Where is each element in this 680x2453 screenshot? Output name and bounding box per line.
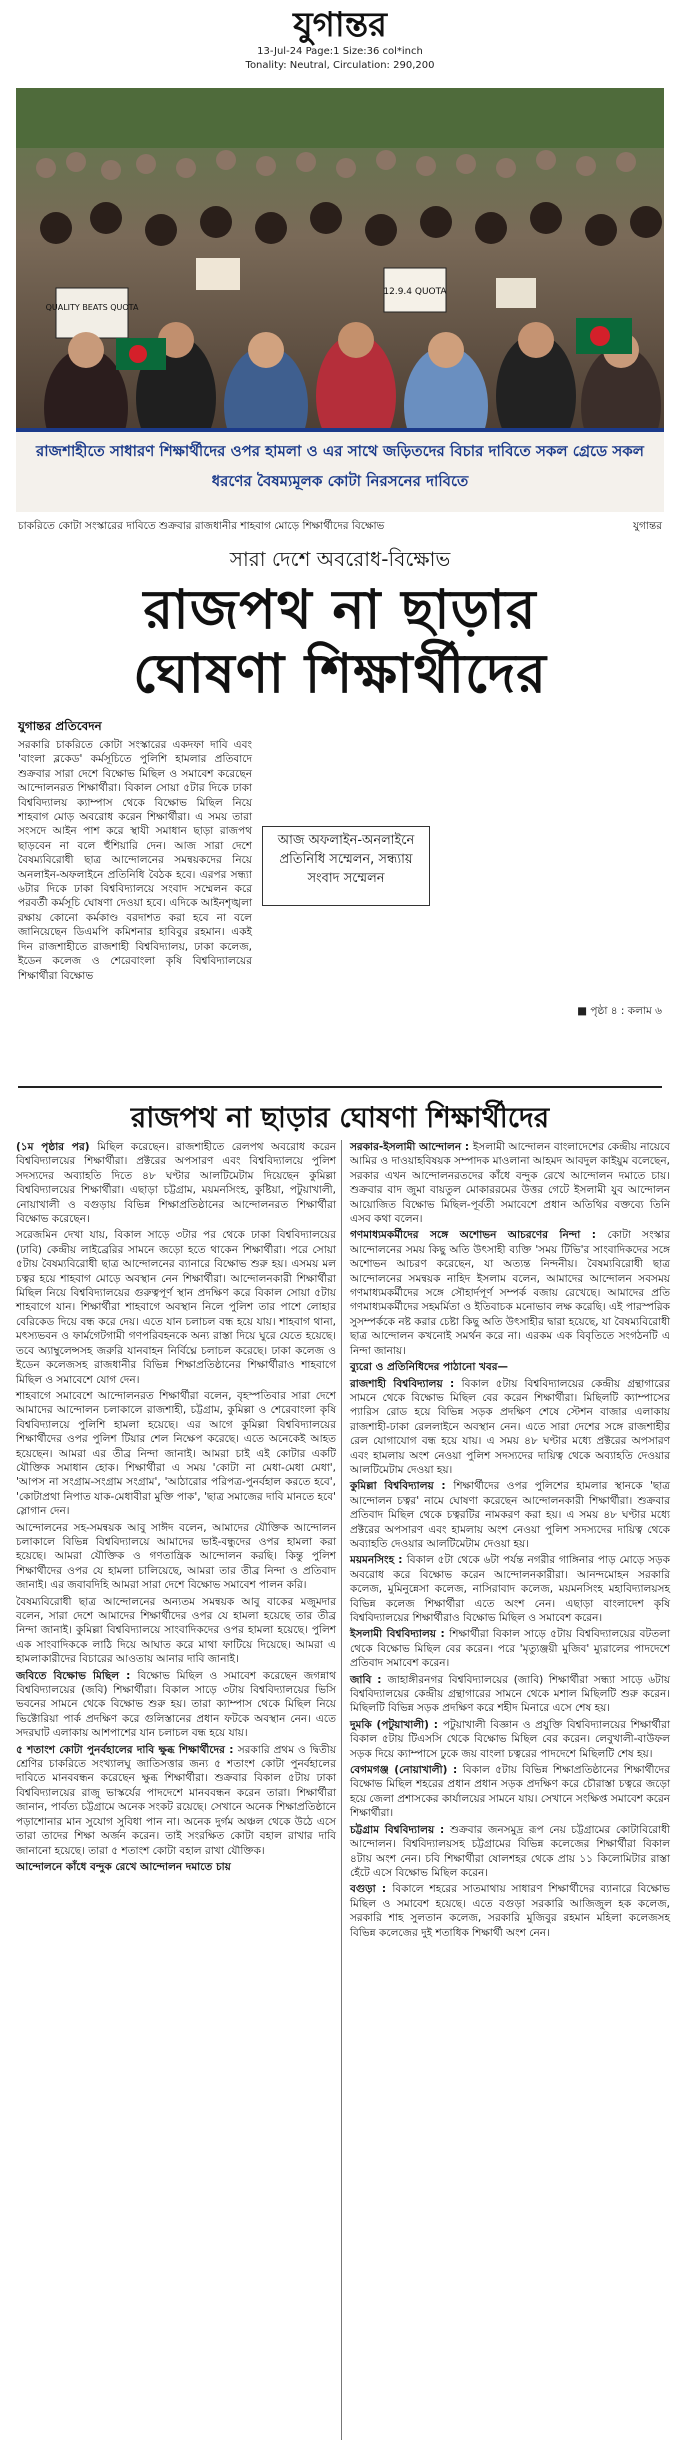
jump-text: শিক্ষার্থীদের ওপর পুলিশের হামলার স্থানকে 'ছাত্র আন্দোলন চত্বর' নামে ঘোষণা করেছেন আন্দোলনকারী শিক্ষার্থীরা। শুক্রবার প্রতিবাদ মিছিল থেকে চত্বরটির নামকরণ করা হয়। এ সময় ৪৮ ঘণ্টার মধ্যে প্রক্টরের অপসারণ এবং হামলায় অংশ নেওয়া পুলিশ সদস্যদের দায়িত্ব থেকে অব্যাহতি দেওয়ার আলটিমেটাম দেওয়া হয়। <box>350 1480 670 1550</box>
jump-paragraph <box>16 1228 336 1386</box>
photo-credit: যুগান্তর <box>633 520 662 532</box>
jump-paragraph <box>16 1743 336 1858</box>
jump-paragraph <box>16 1389 336 1519</box>
protest-photo <box>16 88 664 512</box>
flag-left <box>116 338 166 370</box>
section-divider <box>18 1086 662 1088</box>
jump-column-left <box>16 1140 336 2440</box>
jump-text: বৈষম্যবিরোধী ছাত্র আন্দোলনের অন্যতম সমন্বয়ক আবু বাকের মজুমদার বলেন, সারা দেশে আমাদের শিক্ষার্থীদের ওপর যে হামলা হয়েছে তার তীব্র নিন্দা জানাই। কুমিল্লা বিশ্ববিদ্যালয়ে সাংবাদিকদের ওপর হামলা হয়েছে। পুলিশ এক সাংবাদিককে লাঠি দিয়ে আঘাত করে মাথা ফাটিয়ে দিয়েছে। আমরা এ হামলাকারীদের বিচারের আওতায় আনার দাবি জানাই। <box>16 1595 336 1666</box>
lead-paragraph-continuation <box>18 910 662 998</box>
svg-text:QUALITY BEATS QUOTA: QUALITY BEATS QUOTA <box>45 303 139 312</box>
inset-line-3: সংবাদ সম্মেলন <box>307 871 385 886</box>
jump-subhead: গণমাধ্যমকর্মীদের সঙ্গে অশোভন আচরণের নিন্দা : <box>350 1229 608 1242</box>
placard-quality <box>46 288 139 338</box>
placard-quota <box>383 268 447 312</box>
inset-line-1: আজ অফলাইন-অনলাইনে <box>277 833 415 848</box>
jump-subhead: আন্দোলনে কাঁধে বন্দুক রেখে আন্দোলন দমাতে চায় <box>16 1860 231 1873</box>
jump-paragraph <box>16 1595 336 1667</box>
jump-subhead: দুমকি (পটুয়াখালী) : <box>350 1718 443 1731</box>
jump-paragraph <box>16 1140 336 1226</box>
byline: যুগান্তর প্রতিবেদন <box>18 719 102 733</box>
jump-text: বিকাল ৫টা থেকে ৬টা পর্যন্ত নগরীর গাঙ্গিনার পাড় মোড়ে সড়ক অবরোধ করে বিক্ষোভ করেন আন্দোলনকারীরা। আনন্দমোহন সরকারি কলেজ, মুমিনুন্নেসা কলেজ, নাসিরাবাদ কলেজ, ময়মনসিংহ মহাবিদ্যালয়সহ বিভিন্ন কলেজ শিক্ষার্থীরা এতে অংশ নেন। এছাড়া বাংলাদেশ কৃষি বিশ্ববিদ্যালয়ের শিক্ষার্থীরাও বিক্ষোভ মিছিল ও সমাবেশ করেন। <box>350 1554 670 1624</box>
jump-headline: রাজপথ না ছাড়ার ঘোষণা শিক্ষার্থীদের <box>130 1101 550 1134</box>
jump-text: বিক্ষোভ মিছিল ও সমাবেশ করেছেন জগন্নাথ বিশ্ববিদ্যালয়ের (জবি) শিক্ষার্থীরা। বিকাল সাড়ে ৩টায় বিশ্ববিদ্যালয়ের ভিসি ভবনের সামনে থেকে বিক্ষোভ শুরু হয়। তারা ক্যাম্পাস থেকে মিছিল নিয়ে ভিক্টোরিয়া পার্ক প্রদক্ষিণ করে গুলিস্তানের প্রধান ফটকে অবস্থান নেন। এতে সদরঘাট এলাকায় আশপাশের যান চলাচল বন্ধ হয়ে যায়। <box>16 1669 336 1740</box>
column-divider <box>341 1140 342 2440</box>
jump-text: ইসলামী আন্দোলন বাংলাদেশের কেন্দ্রীয় নায়েবে আমির ও দাওয়াহবিষয়ক সম্পাদক মাওলানা আহমদ আবদুল কাইয়ুম বলেছেন, সরকার এখন আন্দোলনরতদের কাঁধে বন্দুক রেখে আন্দোলন দমাতে চায়। শুক্রবার বাদ জুমা বায়তুল মোকাররমের উত্তর গেটে ইসলামী যুব আন্দোলন আয়োজিত বিক্ষোভ মিছিল-পূর্বতী সমাবেশে প্রধান অতিথির বক্তব্যে তিনি এসব কথা বলেন। <box>350 1141 671 1226</box>
jump-text: জাহাঙ্গীরনগর বিশ্ববিদ্যালয়ের (জাবি) শিক্ষার্থীরা সন্ধ্যা সাড়ে ৬টায় বিশ্ববিদ্যালয়ের কেন্দ্রীয় গ্রন্থাগারের সামনে থেকে মশাল মিছিলটি শুরু করেন। মিছিলটি বিভিন্ন সড়ক প্রদক্ষিণ করে শহীদ মিনারে এসে শেষ হয়। <box>350 1673 671 1715</box>
jump-column-right <box>350 1140 670 2440</box>
article-headline <box>0 578 680 706</box>
jump-paragraph <box>16 1860 336 1874</box>
jump-subhead: সরকার-ইসলামী আন্দোলন : <box>350 1141 473 1153</box>
jump-subhead: ব্যুরো ও প্রতিনিধিদের পাঠানো খবর— <box>350 1361 509 1374</box>
jump-text: বিকাল ৫টায় বিশ্ববিদ্যালয়ের কেন্দ্রীয় গ্রন্থাগারের সামনে থেকে বিক্ষোভ মিছিল বের করেন শিক্ষার্থীরা। মিছিলটি ক্যাম্পাসের প্যারিস রোড হয়ে বিভিন্ন সড়ক প্রদক্ষিণ শেষে স্টেশন বাজার এলাকায় রাজশাহী-ঢাকা রেললাইনে অবস্থান নেন। এতে সারা দেশের সঙ্গে রাজশাহীর রেল যোগাযোগ বন্ধ হয়ে যায়। এ সময় ৪৮ ঘণ্টার মধ্যে প্রক্টরের অপসারণ এবং হামলায় অংশ নেওয়া পুলিশ সদস্যদের দায়িত্ব থেকে অব্যাহতি দেওয়ার আলটিমেটাম দেওয়া হয়। <box>350 1377 670 1476</box>
jump-paragraph <box>350 1673 670 1716</box>
jump-subhead: রাজশাহী বিশ্ববিদ্যালয় : <box>350 1377 462 1390</box>
flag-right <box>576 318 632 354</box>
clip-meta-line-1: 13-Jul-24 Page:1 Size:36 col*inch <box>257 46 423 57</box>
jump-paragraph <box>16 1669 336 1741</box>
jump-paragraph <box>350 1360 670 1374</box>
jump-text: শিক্ষার্থীরা বিকাল সাড়ে ৫টায় বিশ্ববিদ্যালয়ের বটতলা থেকে বিক্ষোভ মিছিল বের করেন। পরে 'মৃত্যুঞ্জয়ী মুজিব' ম্যুরালের পাদদেশে প্রতিবাদ সমাবেশ করেন। <box>350 1628 670 1670</box>
jump-subhead: জবিতে বিক্ষোভ মিছিল : <box>16 1669 138 1682</box>
jump-text: আন্দোলনের সহ-সমন্বয়ক আবু সাঈদ বলেন, আমাদের যৌক্তিক আন্দোলন চলাকালে বিভিন্ন বিশ্ববিদ্যালয়ে আমাদের ভাই-বন্ধুদের ওপর হামলা করা হয়েছে। আমরা যৌক্তিক ও গণতান্ত্রিক আন্দোলন করছি। কিন্তু পুলিশ শিক্ষার্থীদের ওপর যে হামলা চালিয়েছে, আমরা তার তীব্র নিন্দা ও প্রতিবাদ জানাই। এর জবাবদিহি আমরা সারা দেশে বিক্ষোভ সমাবেশ পালন করি। <box>16 1521 336 1592</box>
svg-text:12.9.4 QUOTA: 12.9.4 QUOTA <box>383 287 447 297</box>
jump-text: বিকালে শহরের সাতমাথায় সাধারণ শিক্ষার্থীদের ব্যানারে বিক্ষোভ মিছিল ও সমাবেশ হয়েছে। এতে বগুড়া সরকারি আজিজুল হক কলেজ, সরকারি শাহ সুলতান কলেজ, সরকারি মুজিবুর রহমান মহিলা কলেজসহ বিভিন্ন কলেজের দুই শতাধিক শিক্ষার্থী অংশ নেন। <box>350 1883 670 1939</box>
protest-banner <box>16 428 664 512</box>
jump-subhead: জাবি : <box>350 1673 388 1686</box>
newspaper-logo <box>250 2 430 44</box>
inset-announcement <box>262 826 430 906</box>
jump-subhead: ইসলামী বিশ্ববিদ্যালয় : <box>350 1628 450 1641</box>
jump-text: শুক্রবার জনসমুদ্র রূপ নেয় চট্টগ্রামের কোটাবিরোধী আন্দোলন। বিশ্ববিদ্যালয়সহ চট্টগ্রামের বিভিন্ন কলেজের শিক্ষার্থীরা বিকাল ৪টায় অংশ নেন। চবি শিক্ষার্থীরা ষোলশহর থেকে প্রায় ১১ কিলোমিটার রাস্তা হেঁটে এসে বিক্ষোভ মিছিল করেন। <box>350 1823 671 1879</box>
inset-line-2: প্রতিনিধি সম্মেলন, সন্ধ্যায় <box>279 852 413 867</box>
jump-text: মিছিল করেছেন। রাজশাহীতে রেলপথ অবরোধ করেন বিশ্ববিদ্যালয়ের শিক্ষার্থীরা। প্রক্টরের অপসারণ এবং বিশ্ববিদ্যালয়ে পুলিশ সদস্যদের অব্যাহতি দিতে ৪৮ ঘণ্টার আলটিমেটাম দিয়েছেন কুমিল্লা বিশ্ববিদ্যালয়ের শিক্ষার্থীরা। এছাড়া চট্টগ্রাম, ময়মনসিংহ, কুষ্টিয়া, পটুয়াখালী, নোয়াখালী ও বগুড়ায় বিভিন্ন শিক্ষাপ্রতিষ্ঠানের আন্দোলনরত শিক্ষার্থীরা বিক্ষোভ করেছেন। <box>16 1141 336 1226</box>
jump-subhead: কুমিল্লা বিশ্ববিদ্যালয় : <box>350 1480 454 1493</box>
masthead <box>0 0 680 88</box>
jump-paragraph <box>350 1627 670 1670</box>
headline-line-2: ঘোষণা শিক্ষার্থীদের <box>133 642 547 705</box>
banner-text: রাজশাহীতে সাধারণ শিক্ষার্থীদের ওপর হামলা ও এর সাথে জড়িতদের বিচার দাবিতে সকল গ্রেডে সকল ধরণের বৈষম্যমূলক কোটা নিরসনের দাবিতে <box>36 442 644 490</box>
clip-meta-line-2: Tonality: Neutral, Circulation: 290,200 <box>245 60 435 71</box>
jump-subhead: চট্টগ্রাম বিশ্ববিদ্যালয় : <box>350 1823 450 1836</box>
jump-paragraph <box>350 1823 670 1881</box>
jump-paragraph <box>350 1882 670 1940</box>
jump-text: শাহবাগে সমাবেশে আন্দোলনরত শিক্ষার্থীরা বলেন, বৃহস্পতিবার সারা দেশে আমাদের আন্দোলন চলাকালে রাজশাহী, চট্টগ্রাম, কুমিল্লা ও শেরেবাংলা কৃষি বিশ্ববিদ্যালয়ে পুলিশি হামলা হয়েছে। এর আগে কুমিল্লা বিশ্ববিদ্যালয়ের শিক্ষার্থীদের ওপর পুলিশ টিয়ার শেল নিক্ষেপ করেছে। এতে অনেকেই আহত হয়েছেন। আমরা এর তীব্র নিন্দা জানাই। আমরা চাই এই কোটার একটি যৌক্তিক সমাধান হোক। শিক্ষার্থীরা এ সময় 'কোটা না মেধা-মেধা মেধা', 'আপস না সংগ্রাম-সংগ্রাম সংগ্রাম', 'আঠারোর পরিপত্র-পুনর্বহাল করতে হবে', 'কোটাপ্রথা নিপাত যাক-মেধাবীরা মুক্তি পাক', 'ছাত্র সমাজের দাবি মানতে হবে' স্লোগান দেন। <box>16 1389 336 1518</box>
headline-line-1: রাজপথ না ছাড়ার <box>143 578 537 641</box>
jump-subhead: বগুড়া : <box>350 1883 393 1896</box>
jump-text: সরকারি প্রথম ও দ্বিতীয় শ্রেণির চাকরিতে সংখ্যালঘু জাতিসত্তার জন্য ৫ শতাংশ কোটা পুনর্বহালের দাবিতে মানববন্ধন করেছেন ক্ষুব্ধ শিক্ষার্থীরা। শুক্রবার বিকাল ৫টায় ঢাকা বিশ্ববিদ্যালয়ের রাজু ভাস্কর্যের পাদদেশে মানববন্ধন করেন তারা। শিক্ষার্থীরা জানান, পার্বত্য চট্টগ্রামে অনেক সংকট রয়েছে। সেখানে অনেক শিক্ষাপ্রতিষ্ঠানে পড়াশোনার মান সুযোগ সুবিধা পান না। অনেক দুর্গম অঞ্চল থেকে উঠে এসে তারা তাদের শিক্ষা অর্জন করেন। তাই সংরক্ষিত কোটা বহাল রাখার দাবি জানানো হয়েছে। তারা ৫ শতাংশ কোটা বহাল রাখা যৌক্তিক। <box>16 1743 336 1857</box>
continued-marker: ■ পৃষ্ঠা ৪ : কলাম ৬ <box>577 1005 662 1017</box>
jump-subhead: ৫ শতাংশ কোটা পুনর্বহালের দাবি ক্ষুব্ধ শিক্ষার্থীদের : <box>16 1743 238 1756</box>
jump-paragraph <box>350 1553 670 1625</box>
protest-photo-illustration <box>16 88 664 512</box>
jump-subhead: বেগমগঞ্জ (নোয়াখালী) : <box>350 1764 463 1777</box>
article-overline: সারা দেশে অবরোধ-বিক্ষোভ <box>229 547 451 571</box>
jump-paragraph <box>350 1377 670 1478</box>
jump-paragraph <box>16 1521 336 1593</box>
photo-caption: চাকরিতে কোটা সংস্কারের দাবিতে শুক্রবার রাজধানীর শাহবাগ মোড়ে শিক্ষার্থীদের বিক্ষোভ <box>18 520 385 532</box>
svg-text:যুগান্তর: যুগান্তর <box>293 5 387 45</box>
jump-paragraph <box>350 1140 670 1226</box>
jump-text: কোটা সংস্কার আন্দোলনের সময় কিছু অতি উৎসাহী ব্যক্তি 'সময় টিভি'র সাংবাদিকদের সঙ্গে অশোভন আচরণ করেছেন, যা অত্যন্ত নিন্দনীয়। বৈষম্যবিরোধী ছাত্র আন্দোলনের সমন্বয়ক নাহিদ ইসলাম বলেন, আমাদের আন্দোলন সবসময় গণমাধ্যমকর্মীদের সঙ্গে সৌহার্দপূর্ণ সম্পর্ক বজায় রেখেছে। আমাদের প্রতি গণমাধ্যমকর্মীদের সহমর্মিতা ও ইতিবাচক মনোভাব লক্ষ করেছি। এই পারস্পরিক সুসম্পর্ককে নষ্ট করার চেষ্টা কিছু অতি উৎসাহীর দ্বারা হয়েছে, যা বৈষম্যবিরোধী ছাত্র আন্দোলন কখনোই সমর্থন করে না। এরকম এক বিবৃতিতে সংগঠনটি এ নিন্দা জানায়। <box>350 1229 670 1357</box>
jump-subhead: (১ম পৃষ্ঠার পর) <box>16 1141 98 1153</box>
lead-paragraph-left: সরকারি চাকরিতে কোটা সংস্কারের একদফা দাবি এবং 'বাংলা ব্লকেড' কর্মসূচিতে পুলিশি হামলার প্রতিবাদে শুক্রবার সারা দেশে বিক্ষোভ মিছিল ও সমাবেশ করেছেন আন্দোলনরত শিক্ষার্থীরা। বিকাল সোয়া ৫টার দিকে ঢাকা বিশ্ববিদ্যালয় ক্যাম্পাস থেকে বিক্ষোভ মিছিল নিয়ে শাহবাগ মোড় অবরোধ করেন শিক্ষার্থীরা। এ সময় তারা সংসদে আইন পাশ করে স্থাযী সমাধান ছাড়া রাজপথ ছাড়বেন না বলে হুঁশিয়ারি দেন। আজ সারা দেশে বৈষম্যবিরোধী ছাত্র আন্দোলনের সমন্বয়কদের নিয়ে অনলাইন-অফলাইনে প্রতিনিধি বৈঠক হবে। এরপর সন্ধ্যা ৬টার দিকে ঢাকা বিশ্ববিদ্যালয়ে সংবাদ সম্মেলন করে পরবর্তী কর্মসূচি ঘোষণা দেওয়া হবে। এদিকে আইনশৃঙ্খলা রক্ষায় কোনো কর্মকাণ্ড বরদাশত করা হবে না বলে জানিয়েছেন ডিএমপি কমিশনার হাবিবুর রহমান। একই দিন রাজশাহীতে রাজশাহী বিশ্ববিদ্যালয়, ঢাকা কলেজ, ইডেন কলেজ ও শেরেবাংলা কৃষি বিশ্ববিদ্যালয়ের শিক্ষার্থীরা বিক্ষোভ <box>18 739 252 982</box>
jump-paragraph <box>350 1228 670 1358</box>
jump-text: সরেজমিন দেখা যায়, বিকাল সাড়ে ৩টার পর থেকে ঢাকা বিশ্ববিদ্যালয়ের (ঢাবি) কেন্দ্রীয় লাইব্রেরির সামনে জড়ো হতে থাকেন শিক্ষার্থীরা। পরে সোয়া ৫টায় বৈষম্যবিরোধী ছাত্র আন্দোলনের ব্যানারে বিক্ষোভ শুরু হয়। এসময় মল চত্বর হয়ে শাহবাগ মোড়ে অবস্থান নেন শিক্ষার্থীরা। আন্দোলনকারী শিক্ষার্থীরা মিছিল নিয়ে বিশ্ববিদ্যালয়ের গুরুত্বপূর্ণ স্থান প্রদক্ষিণ করে বিকাল সোয়া ৫টায় শাহবাগে যান। শিক্ষার্থীরা শাহবাগে অবস্থান নিলে পুলিশ তার পাশে লোহার বেরিকেড দিয়ে বন্ধ করে দেয়। এতে যান চলাচল বন্ধ হয়ে যায়। শাহবাগ থানা, মৎস্যভবন ও ফার্মগেটগামী গণপরিবহনকে অন্য রাস্তা দিয়ে ঘুরে যেতে হয়েছে। তবে অ্যাম্বুলেন্সসহ জরুরি যানবাহন নির্বিঘ্নে চলাচল করেছে। ঢাকা কলেজ ও ইডেন কলেজসহ রাজধানীর বিভিন্ন শিক্ষাপ্রতিষ্ঠানের শিক্ষার্থীরাও শাহবাগে মিছিল ও সমাবেশে যোগ দেন। <box>16 1229 336 1386</box>
jump-subhead: ময়মনসিংহ : <box>350 1554 407 1567</box>
jump-text: বিকাল ৫টায় বিভিন্ন শিক্ষাপ্রতিষ্ঠানের শিক্ষার্থীদের বিক্ষোভ মিছিল শহরের প্রধান প্রধান সড়ক প্রদক্ষিণ করে চৌরাস্তা চত্বরে জড়ো হয়ে জেলা প্রশাসকের কার্যালয়ের সামনে যায়। সেখানে সংক্ষিপ্ত সমাবেশ করেন শিক্ষার্থীরা। <box>350 1764 670 1820</box>
jump-paragraph <box>350 1763 670 1821</box>
jump-paragraph <box>350 1718 670 1761</box>
jump-paragraph <box>350 1479 670 1551</box>
jump-text: পটুয়াখালী বিজ্ঞান ও প্রযুক্তি বিশ্ববিদ্যালয়ের শিক্ষার্থীরা বিকাল ৫টায় টিএসসি থেকে বিক্ষোভ মিছিল বের করেন। লেবুখালী-বাউফল সড়ক দিয়ে ক্যাম্পাসে ঢুকে জয় বাংলা চত্বরের পাদদেশে মিছিলটি শেষ হয়। <box>350 1718 670 1760</box>
